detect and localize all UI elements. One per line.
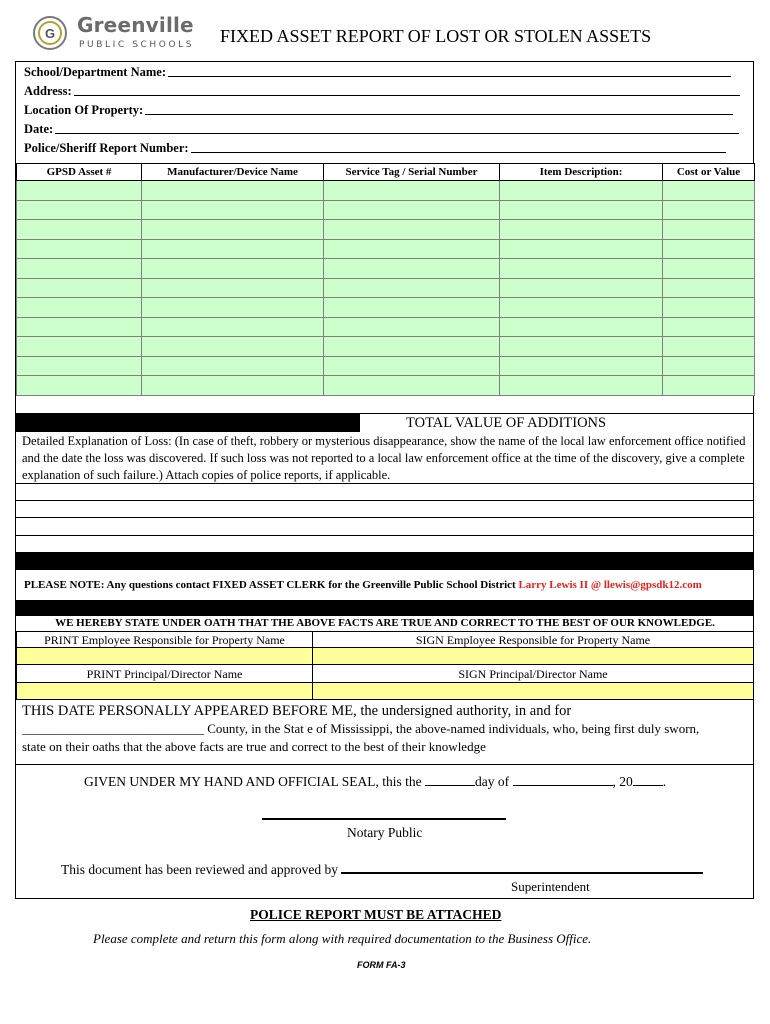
signature-grid [16,631,754,700]
table-row [17,376,755,396]
explanation-lines [16,483,754,553]
table-cell[interactable] [500,356,663,376]
address-label: Address: [24,84,72,98]
table-cell[interactable] [324,317,500,337]
table-cell[interactable] [500,239,663,259]
table-cell[interactable] [500,376,663,396]
total-value-label[interactable]: TOTAL VALUE OF ADDITIONS [360,413,754,432]
table-cell[interactable] [17,356,142,376]
table-cell[interactable] [142,376,324,396]
table-cell[interactable] [663,317,755,337]
print-employee-label: PRINT Employee Responsible for Property Name [16,632,313,648]
police-report-field[interactable] [24,140,726,156]
school-department-label: School/Department Name: [24,65,166,79]
form-number: FORM FA-3 [357,960,406,970]
table-cell[interactable] [500,181,663,201]
table-cell[interactable] [17,239,142,259]
table-cell[interactable] [142,259,324,279]
table-row [17,220,755,240]
table-cell[interactable] [663,200,755,220]
table-cell[interactable] [500,278,663,298]
table-cell[interactable] [17,337,142,357]
date-field[interactable] [24,121,739,137]
table-row [17,200,755,220]
table-cell[interactable] [17,278,142,298]
notary-statement-line: THIS DATE PERSONALLY APPEARED BEFORE ME, the undersigned authority, in and for [22,703,572,719]
date-label: Date: [24,122,54,136]
table-cell[interactable] [142,298,324,318]
table-cell[interactable] [500,298,663,318]
table-cell[interactable] [663,181,755,201]
given-under-hand [84,772,666,790]
table-cell[interactable] [663,376,755,396]
date-line[interactable] [55,133,739,134]
table-row [17,298,755,318]
notary-public-label: Notary Public [347,825,423,840]
table-cell[interactable] [324,181,500,201]
table-cell[interactable] [17,200,142,220]
day-blank[interactable] [425,772,475,786]
table-cell[interactable] [324,200,500,220]
superintendent-signature-line[interactable] [341,864,703,874]
sign-employee-label: SIGN Employee Responsible for Property Name [313,632,754,648]
table-row [17,337,755,357]
police-report-line[interactable] [191,152,726,153]
table-cell[interactable] [324,337,500,357]
sign-employee-field[interactable] [313,648,754,665]
table-cell[interactable] [324,298,500,318]
explanation-line[interactable] [16,501,754,519]
location-label: Location Of Property: [24,103,144,117]
logo-subtitle: PUBLIC SCHOOLS [79,40,195,50]
explanation-line[interactable] [16,536,754,554]
col-serial-number: Service Tag / Serial Number [324,164,500,181]
table-cell[interactable] [663,356,755,376]
table-cell[interactable] [142,220,324,240]
print-principal-field[interactable] [16,683,313,700]
table-cell[interactable] [324,259,500,279]
notary-statement [22,702,752,756]
section-divider [16,764,754,765]
given-text: day of [475,774,513,789]
table-cell[interactable] [663,259,755,279]
table-cell[interactable] [500,317,663,337]
superintendent-label: Superintendent [511,879,590,894]
print-employee-field[interactable] [16,648,313,665]
asset-table-header [17,164,755,181]
table-cell[interactable] [324,278,500,298]
school-department-line[interactable] [168,76,731,77]
table-cell[interactable] [500,220,663,240]
month-blank[interactable] [513,772,613,786]
total-black-bar [16,413,360,432]
given-text: . [662,774,667,789]
table-row [17,356,755,376]
table-cell[interactable] [142,337,324,357]
table-row [17,259,755,279]
table-cell[interactable] [17,181,142,201]
table-cell[interactable] [17,298,142,318]
table-row [17,278,755,298]
given-text: , 20 [612,774,633,789]
location-field[interactable] [24,102,733,118]
table-row [17,181,755,201]
police-report-label: Police/Sheriff Report Number: [24,141,189,155]
contact-note-text: PLEASE NOTE: Any questions contact FIXED ASSET CLERK for the Greenville Public School District [24,579,519,591]
table-cell[interactable] [142,317,324,337]
reviewed-statement [61,862,703,878]
notary-statement-line: ____________________________ County, in the Stat e of Mississippi, the above-named individuals, who, being first duly sworn, [22,721,700,736]
notary-signature-line[interactable] [262,818,506,820]
contact-note [24,579,702,591]
district-logo [33,13,203,54]
notary-statement-line: state on their oaths that the above facts are true and correct to the best of their knowledge [22,739,486,754]
police-report-notice: POLICE REPORT MUST BE ATTACHED [250,907,502,922]
table-cell[interactable] [324,220,500,240]
explanation-line[interactable] [16,518,754,536]
col-cost-value: Cost or Value [663,164,755,181]
table-cell[interactable] [17,259,142,279]
table-cell[interactable] [324,356,500,376]
contact-clerk[interactable]: Larry Lewis II @ llewis@gpsdk12.com [518,579,702,591]
oath-statement: WE HEREBY STATE UNDER OATH THAT THE ABOVE FACTS ARE TRUE AND CORRECT TO THE BEST OF OUR KNOWLEDGE. [55,617,715,629]
table-cell[interactable] [142,356,324,376]
table-cell[interactable] [663,220,755,240]
loss-explanation-instructions: Detailed Explanation of Loss: (In case of theft, robbery or mysterious disappearance, show the name of the local law enforcement office notified and the date the loss was discovered. If such loss was not reported to a local law enforcement office at the time of the discovery, give a complete explanation of such failure.) Attach copies of police reports, if applicable. [22,434,746,482]
reviewed-text: This document has been reviewed and approved by [61,862,342,877]
table-cell[interactable] [500,259,663,279]
logo-name: Greenville [77,13,194,37]
table-cell[interactable] [17,317,142,337]
table-cell[interactable] [142,181,324,201]
return-instructions: Please complete and return this form along with required documentation to the Business Office. [93,931,592,946]
table-cell[interactable] [142,239,324,259]
year-blank[interactable] [633,772,663,786]
sign-principal-label: SIGN Principal/Director Name [313,665,754,683]
table-cell[interactable] [17,220,142,240]
address-line[interactable] [74,95,740,96]
logo-emblem-icon: G [33,16,67,50]
col-asset-number: GPSD Asset # [17,164,142,181]
table-cell[interactable] [663,337,755,357]
given-text: GIVEN UNDER MY HAND AND OFFICIAL SEAL, this the [84,774,425,789]
address-field[interactable] [24,83,740,99]
school-department-field[interactable] [24,64,731,80]
col-item-description: Item Description: [500,164,663,181]
black-divider [16,553,754,570]
table-cell[interactable] [500,337,663,357]
form-title: FIXED ASSET REPORT OF LOST OR STOLEN ASSETS [220,26,652,46]
asset-table [16,163,755,396]
table-row [17,239,755,259]
sign-principal-field[interactable] [313,683,754,700]
table-cell[interactable] [324,376,500,396]
table-cell[interactable] [663,239,755,259]
table-cell[interactable] [663,278,755,298]
black-divider [16,600,754,616]
print-principal-label: PRINT Principal/Director Name [16,665,313,683]
location-line[interactable] [145,114,733,115]
col-manufacturer: Manufacturer/Device Name [142,164,324,181]
table-row [17,317,755,337]
table-cell[interactable] [663,298,755,318]
explanation-line[interactable] [16,483,754,501]
table-cell[interactable] [324,239,500,259]
total-row [16,413,754,432]
table-cell[interactable] [500,200,663,220]
table-cell[interactable] [142,200,324,220]
table-cell[interactable] [142,278,324,298]
table-cell[interactable] [17,376,142,396]
